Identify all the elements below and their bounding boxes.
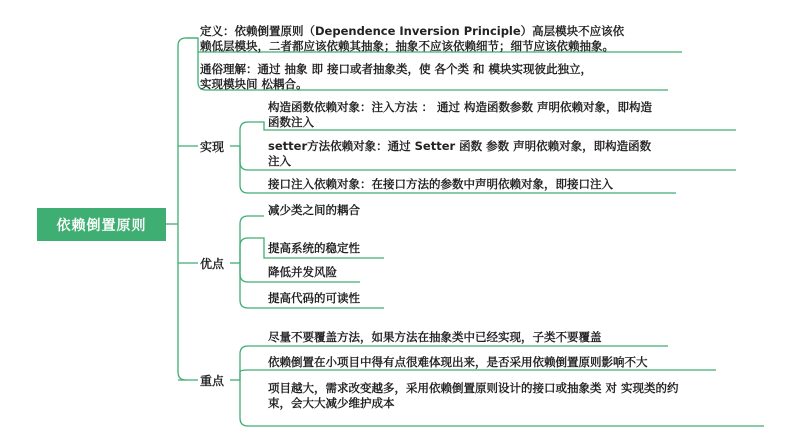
- constructor-injection-line-1: 构造函数依赖对象：注入方法 ： 通过 构造函数参数 声明依赖对象，即构造: [268, 100, 653, 114]
- setter-injection-line-2: 注入: [268, 154, 291, 168]
- advantage-reduce-coupling[interactable]: [268, 203, 360, 218]
- advantage-readability-text: 提高代码的可读性: [268, 291, 360, 305]
- branch-advantages[interactable]: 优点: [200, 257, 225, 271]
- advantage-readability[interactable]: [268, 291, 360, 306]
- keypoint-no-override[interactable]: [268, 330, 602, 345]
- definition-node[interactable]: [200, 24, 624, 54]
- advantage-concurrency-risk[interactable]: [268, 265, 337, 280]
- keypoint-no-override-text: 尽量不要覆盖方法，如果方法在抽象类中已经实现，子类不要覆盖: [268, 330, 602, 344]
- keypoint-large-project-line-1: 项目越大，需求改变越多，采用依赖倒置原则设计的接口或抽象类 对 实现类的约: [268, 381, 679, 395]
- branch-implementation[interactable]: 实现: [200, 140, 225, 154]
- advantage-concurrency-risk-text: 降低并发风险: [268, 265, 337, 279]
- advantage-reduce-coupling-text: 减少类之间的耦合: [268, 203, 360, 217]
- setter-injection-line-1: setter方法依赖对象：通过 Setter 函数 参数 声明依赖对象，即构造函数: [268, 139, 652, 153]
- branch-key-points[interactable]: 重点: [200, 374, 225, 388]
- interface-injection-node[interactable]: [268, 177, 613, 192]
- root-node[interactable]: 依赖倒置原则: [37, 208, 166, 241]
- understanding-line-2: 实现模块间 松耦合。: [200, 77, 308, 91]
- understanding-node[interactable]: [200, 62, 592, 92]
- keypoint-large-project-line-2: 束，会大大减少维护成本: [268, 396, 395, 410]
- advantage-stability[interactable]: [268, 241, 360, 256]
- keypoint-small-project-text: 依赖倒置在小项目中得有点很难体现出来，是否采用依赖倒置原则影响不大: [268, 355, 648, 369]
- understanding-line-1: 通俗理解：通过 抽象 即 接口或者抽象类，使 各个类 和 模块实现彼此独立，: [200, 62, 593, 76]
- setter-injection-node[interactable]: [268, 139, 651, 169]
- definition-line-1: 定义：依赖倒置原则（Dependence Inversion Principle）高层模块不应该依: [200, 24, 625, 38]
- interface-injection-line-1: 接口注入依赖对象：在接口方法的参数中声明依赖对象，即接口注入: [268, 177, 613, 191]
- definition-line-2: 赖低层模块，二者都应该依赖其抽象；抽象不应该依赖细节；细节应该依赖抽象。: [200, 39, 614, 53]
- keypoint-large-project[interactable]: [268, 381, 679, 411]
- constructor-injection-line-2: 函数注入: [268, 115, 314, 129]
- keypoint-small-project[interactable]: [268, 355, 648, 370]
- advantage-stability-text: 提高系统的稳定性: [268, 241, 360, 255]
- constructor-injection-node[interactable]: [268, 100, 652, 130]
